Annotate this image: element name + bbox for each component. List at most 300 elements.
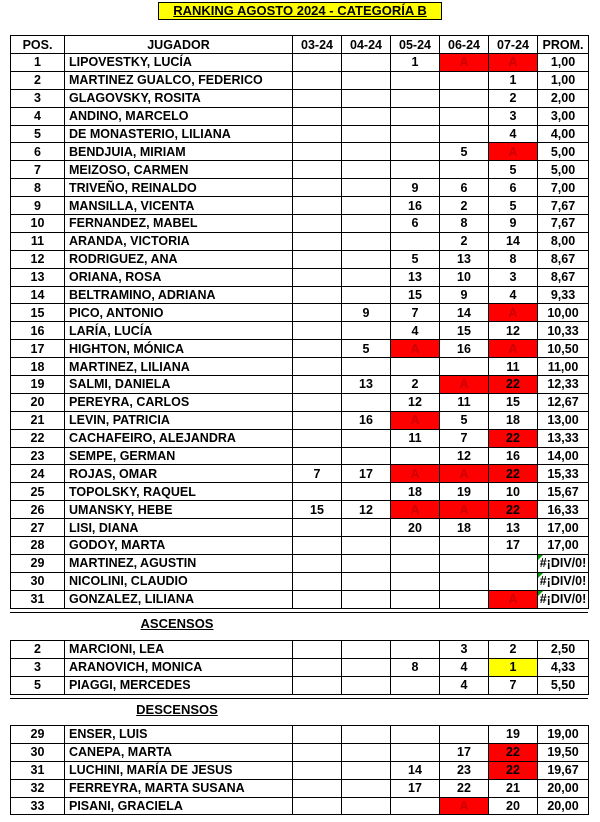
month-06-24-cell [440, 554, 489, 572]
month-06-24-cell: 4 [440, 658, 489, 676]
month-07-24-cell: 8 [489, 250, 538, 268]
month-06-24-cell [440, 161, 489, 179]
month-07-24-cell: 22 [489, 501, 538, 519]
average-cell: 5,00 [538, 143, 589, 161]
pos-cell: 20 [11, 393, 65, 411]
month-03-24-cell [293, 54, 342, 72]
month-06-24-cell: 5 [440, 143, 489, 161]
month-04-24-cell [342, 54, 391, 72]
month-04-24-cell [342, 658, 391, 676]
month-04-24-cell [342, 676, 391, 694]
pos-cell: 17 [11, 340, 65, 358]
month-07-24-cell: A [489, 340, 538, 358]
month-06-24-cell: A [440, 54, 489, 72]
player-cell: CANEPA, MARTA [65, 743, 293, 761]
month-06-24-cell: 2 [440, 197, 489, 215]
player-cell: GLAGOVSKY, ROSITA [65, 89, 293, 107]
month-04-24-cell [342, 797, 391, 815]
month-06-24-cell: 17 [440, 743, 489, 761]
month-06-24-cell [440, 537, 489, 555]
month-06-24-cell: 15 [440, 322, 489, 340]
month-07-24-cell: 16 [489, 447, 538, 465]
pos-cell: 6 [11, 143, 65, 161]
column-header: POS. [11, 36, 65, 54]
table-row [11, 322, 589, 340]
month-03-24-cell [293, 658, 342, 676]
month-07-24-cell: 17 [489, 537, 538, 555]
descensos-title: DESCENSOS [136, 702, 218, 717]
player-cell: GONZALEZ, LILIANA [65, 590, 293, 608]
month-03-24-cell [293, 89, 342, 107]
month-06-24-cell [440, 590, 489, 608]
month-05-24-cell: 16 [391, 197, 440, 215]
month-03-24-cell [293, 641, 342, 659]
month-05-24-cell [391, 447, 440, 465]
pos-cell: 8 [11, 179, 65, 197]
month-07-24-cell: 22 [489, 465, 538, 483]
month-03-24-cell [293, 161, 342, 179]
month-07-24-cell: 3 [489, 268, 538, 286]
month-05-24-cell [391, 743, 440, 761]
month-03-24-cell [293, 519, 342, 537]
table-row [11, 232, 589, 250]
month-05-24-cell: A [391, 340, 440, 358]
average-cell: 12,67 [538, 393, 589, 411]
player-cell: SEMPE, GERMAN [65, 447, 293, 465]
table-row [11, 465, 589, 483]
month-07-24-cell: 13 [489, 519, 538, 537]
player-cell: PICO, ANTONIO [65, 304, 293, 322]
pos-cell: 14 [11, 286, 65, 304]
column-header: 04-24 [342, 36, 391, 54]
ranking-table [10, 35, 589, 609]
month-05-24-cell: 2 [391, 376, 440, 394]
month-07-24-cell: 14 [489, 232, 538, 250]
month-05-24-cell: 1 [391, 54, 440, 72]
month-04-24-cell [342, 286, 391, 304]
month-04-24-cell [342, 572, 391, 590]
month-03-24-cell [293, 376, 342, 394]
pos-cell: 22 [11, 429, 65, 447]
player-cell: PEREYRA, CARLOS [65, 393, 293, 411]
month-05-24-cell: 9 [391, 179, 440, 197]
table-row [11, 761, 589, 779]
average-cell: 16,33 [538, 501, 589, 519]
month-05-24-cell: 12 [391, 393, 440, 411]
month-03-24-cell [293, 447, 342, 465]
month-06-24-cell [440, 107, 489, 125]
month-04-24-cell: 17 [342, 465, 391, 483]
table-row [11, 590, 589, 608]
average-cell: 17,00 [538, 537, 589, 555]
month-04-24-cell [342, 779, 391, 797]
month-07-24-cell: 2 [489, 89, 538, 107]
table-row [11, 340, 589, 358]
month-06-24-cell: 8 [440, 215, 489, 233]
average-cell: 10,00 [538, 304, 589, 322]
pos-cell: 18 [11, 358, 65, 376]
month-03-24-cell [293, 572, 342, 590]
table-row [11, 537, 589, 555]
month-04-24-cell [342, 554, 391, 572]
average-cell: #¡DIV/0! [538, 572, 589, 590]
table-row [11, 411, 589, 429]
average-cell: 15,33 [538, 465, 589, 483]
average-cell: 15,67 [538, 483, 589, 501]
table-row [11, 286, 589, 304]
table-row [11, 779, 589, 797]
month-06-24-cell [440, 89, 489, 107]
month-06-24-cell [440, 572, 489, 590]
pos-cell: 1 [11, 54, 65, 72]
month-05-24-cell [391, 641, 440, 659]
month-04-24-cell [342, 215, 391, 233]
table-row [11, 250, 589, 268]
month-06-24-cell: 5 [440, 411, 489, 429]
average-cell: 2,00 [538, 89, 589, 107]
player-cell: TRIVEÑO, REINALDO [65, 179, 293, 197]
table-row [11, 519, 589, 537]
month-04-24-cell [342, 447, 391, 465]
month-05-24-cell [391, 143, 440, 161]
table-row [11, 726, 589, 744]
month-03-24-cell [293, 779, 342, 797]
month-05-24-cell [391, 232, 440, 250]
table-row [11, 676, 589, 694]
pos-cell: 3 [11, 89, 65, 107]
average-cell: 13,00 [538, 411, 589, 429]
month-06-24-cell: 3 [440, 641, 489, 659]
month-07-24-cell: 12 [489, 322, 538, 340]
month-05-24-cell: 13 [391, 268, 440, 286]
month-04-24-cell [342, 761, 391, 779]
month-03-24-cell [293, 304, 342, 322]
player-cell: ENSER, LUIS [65, 726, 293, 744]
table-row [11, 572, 589, 590]
month-07-24-cell: 20 [489, 797, 538, 815]
month-05-24-cell: 11 [391, 429, 440, 447]
month-07-24-cell: A [489, 54, 538, 72]
player-cell: UMANSKY, HEBE [65, 501, 293, 519]
month-03-24-cell [293, 215, 342, 233]
month-07-24-cell: A [489, 304, 538, 322]
month-05-24-cell [391, 676, 440, 694]
player-cell: SALMI, DANIELA [65, 376, 293, 394]
month-06-24-cell: A [440, 797, 489, 815]
month-03-24-cell [293, 322, 342, 340]
month-03-24-cell [293, 179, 342, 197]
month-07-24-cell: 3 [489, 107, 538, 125]
average-cell: 19,50 [538, 743, 589, 761]
month-03-24-cell [293, 537, 342, 555]
month-03-24-cell [293, 250, 342, 268]
month-06-24-cell: A [440, 465, 489, 483]
month-05-24-cell [391, 726, 440, 744]
player-cell: ROJAS, OMAR [65, 465, 293, 483]
month-06-24-cell: 22 [440, 779, 489, 797]
month-04-24-cell [342, 322, 391, 340]
month-03-24-cell: 15 [293, 501, 342, 519]
month-05-24-cell: 20 [391, 519, 440, 537]
player-cell: MARTINEZ, LILIANA [65, 358, 293, 376]
month-07-24-cell: 5 [489, 161, 538, 179]
pos-cell: 29 [11, 726, 65, 744]
month-06-24-cell: 12 [440, 447, 489, 465]
month-06-24-cell: 13 [440, 250, 489, 268]
month-05-24-cell: 7 [391, 304, 440, 322]
pos-cell: 30 [11, 572, 65, 590]
month-06-24-cell: 4 [440, 676, 489, 694]
month-03-24-cell [293, 107, 342, 125]
average-cell: 1,00 [538, 71, 589, 89]
average-cell: 17,00 [538, 519, 589, 537]
month-05-24-cell: 18 [391, 483, 440, 501]
player-cell: LARÍA, LUCÍA [65, 322, 293, 340]
player-cell: PIAGGI, MERCEDES [65, 676, 293, 694]
month-06-24-cell [440, 726, 489, 744]
month-03-24-cell [293, 554, 342, 572]
column-header: 03-24 [293, 36, 342, 54]
pos-cell: 21 [11, 411, 65, 429]
month-03-24-cell: 7 [293, 465, 342, 483]
player-cell: RODRIGUEZ, ANA [65, 250, 293, 268]
month-03-24-cell [293, 761, 342, 779]
month-04-24-cell [342, 143, 391, 161]
table-row [11, 179, 589, 197]
ascensos-title: ASCENSOS [140, 616, 214, 631]
average-cell: 7,00 [538, 179, 589, 197]
month-05-24-cell [391, 89, 440, 107]
header-row [11, 36, 589, 54]
pos-cell: 28 [11, 537, 65, 555]
average-cell: 13,33 [538, 429, 589, 447]
month-06-24-cell: 11 [440, 393, 489, 411]
month-07-24-cell: 4 [489, 286, 538, 304]
average-cell: 19,67 [538, 761, 589, 779]
month-03-24-cell [293, 411, 342, 429]
table-row [11, 658, 589, 676]
month-04-24-cell [342, 641, 391, 659]
table-row [11, 554, 589, 572]
month-06-24-cell [440, 125, 489, 143]
month-04-24-cell [342, 537, 391, 555]
table-row [11, 743, 589, 761]
player-cell: LISI, DIANA [65, 519, 293, 537]
pos-cell: 29 [11, 554, 65, 572]
pos-cell: 10 [11, 215, 65, 233]
table-row [11, 501, 589, 519]
pos-cell: 9 [11, 197, 65, 215]
ascensos-table [10, 640, 589, 695]
month-04-24-cell: 16 [342, 411, 391, 429]
player-cell: BENDJUIA, MIRIAM [65, 143, 293, 161]
average-cell: 5,00 [538, 161, 589, 179]
month-04-24-cell: 9 [342, 304, 391, 322]
pos-cell: 33 [11, 797, 65, 815]
table-row [11, 54, 589, 72]
pos-cell: 5 [11, 676, 65, 694]
month-03-24-cell [293, 393, 342, 411]
month-07-24-cell: 18 [489, 411, 538, 429]
month-07-24-cell: 6 [489, 179, 538, 197]
column-header: 05-24 [391, 36, 440, 54]
table-row [11, 197, 589, 215]
average-cell: 10,50 [538, 340, 589, 358]
pos-cell: 32 [11, 779, 65, 797]
pos-cell: 24 [11, 465, 65, 483]
table-row [11, 161, 589, 179]
month-03-24-cell [293, 340, 342, 358]
player-cell: MARTINEZ GUALCO, FEDERICO [65, 71, 293, 89]
month-07-24-cell: 9 [489, 215, 538, 233]
average-cell: 7,67 [538, 197, 589, 215]
player-cell: LUCHINI, MARÍA DE JESUS [65, 761, 293, 779]
month-05-24-cell [391, 161, 440, 179]
month-06-24-cell: 18 [440, 519, 489, 537]
table-row [11, 268, 589, 286]
table-row [11, 89, 589, 107]
pos-cell: 5 [11, 125, 65, 143]
month-07-24-cell: 11 [489, 358, 538, 376]
table-row [11, 797, 589, 815]
month-05-24-cell [391, 107, 440, 125]
month-04-24-cell [342, 107, 391, 125]
month-05-24-cell: A [391, 501, 440, 519]
average-cell: 19,00 [538, 726, 589, 744]
month-03-24-cell [293, 71, 342, 89]
month-07-24-cell: A [489, 143, 538, 161]
average-cell: 20,00 [538, 797, 589, 815]
month-04-24-cell [342, 71, 391, 89]
month-07-24-cell: 22 [489, 743, 538, 761]
table-row [11, 71, 589, 89]
month-05-24-cell: A [391, 465, 440, 483]
table-row [11, 376, 589, 394]
month-06-24-cell: 19 [440, 483, 489, 501]
month-05-24-cell: 15 [391, 286, 440, 304]
month-04-24-cell: 12 [342, 501, 391, 519]
month-04-24-cell [342, 161, 391, 179]
month-06-24-cell: 9 [440, 286, 489, 304]
pos-cell: 23 [11, 447, 65, 465]
month-07-24-cell: 22 [489, 376, 538, 394]
pos-cell: 11 [11, 232, 65, 250]
player-cell: MEIZOSO, CARMEN [65, 161, 293, 179]
column-header: 07-24 [489, 36, 538, 54]
player-cell: TOPOLSKY, RAQUEL [65, 483, 293, 501]
average-cell: 1,00 [538, 54, 589, 72]
month-07-24-cell: 1 [489, 658, 538, 676]
table-row [11, 125, 589, 143]
table-row [11, 107, 589, 125]
player-cell: MARTINEZ, AGUSTIN [65, 554, 293, 572]
month-06-24-cell: 23 [440, 761, 489, 779]
month-05-24-cell: 6 [391, 215, 440, 233]
pos-cell: 25 [11, 483, 65, 501]
average-cell: 7,67 [538, 215, 589, 233]
month-05-24-cell [391, 71, 440, 89]
month-07-24-cell: 5 [489, 197, 538, 215]
average-cell: #¡DIV/0! [538, 590, 589, 608]
average-cell: 8,00 [538, 232, 589, 250]
pos-cell: 13 [11, 268, 65, 286]
month-07-24-cell: A [489, 590, 538, 608]
month-06-24-cell: A [440, 376, 489, 394]
pos-cell: 30 [11, 743, 65, 761]
column-header: JUGADOR [65, 36, 293, 54]
pos-cell: 16 [11, 322, 65, 340]
pos-cell: 4 [11, 107, 65, 125]
average-cell: 4,00 [538, 125, 589, 143]
month-07-24-cell [489, 572, 538, 590]
month-03-24-cell [293, 286, 342, 304]
month-06-24-cell: 7 [440, 429, 489, 447]
pos-cell: 31 [11, 590, 65, 608]
pos-cell: 31 [11, 761, 65, 779]
month-07-24-cell [489, 554, 538, 572]
average-cell: 11,00 [538, 358, 589, 376]
player-cell: GODOY, MARTA [65, 537, 293, 555]
month-04-24-cell [342, 232, 391, 250]
month-05-24-cell [391, 125, 440, 143]
month-03-24-cell [293, 232, 342, 250]
pos-cell: 2 [11, 71, 65, 89]
month-03-24-cell [293, 197, 342, 215]
month-04-24-cell [342, 393, 391, 411]
month-06-24-cell: 2 [440, 232, 489, 250]
month-04-24-cell [342, 726, 391, 744]
month-05-24-cell [391, 797, 440, 815]
month-07-24-cell: 7 [489, 676, 538, 694]
month-06-24-cell [440, 71, 489, 89]
month-05-24-cell [391, 572, 440, 590]
month-03-24-cell [293, 797, 342, 815]
month-04-24-cell [342, 179, 391, 197]
pos-cell: 19 [11, 376, 65, 394]
player-cell: MANSILLA, VICENTA [65, 197, 293, 215]
average-cell: #¡DIV/0! [538, 554, 589, 572]
descensos-table [10, 725, 589, 815]
pos-cell: 26 [11, 501, 65, 519]
player-cell: DE MONASTERIO, LILIANA [65, 125, 293, 143]
average-cell: 8,67 [538, 250, 589, 268]
month-05-24-cell: 17 [391, 779, 440, 797]
month-03-24-cell [293, 143, 342, 161]
pos-cell: 3 [11, 658, 65, 676]
month-06-24-cell [440, 358, 489, 376]
month-06-24-cell: 16 [440, 340, 489, 358]
player-cell: HIGHTON, MÓNICA [65, 340, 293, 358]
month-07-24-cell: 21 [489, 779, 538, 797]
average-cell: 10,33 [538, 322, 589, 340]
table-row [11, 358, 589, 376]
player-cell: MARCIONI, LEA [65, 641, 293, 659]
month-04-24-cell [342, 250, 391, 268]
average-cell: 8,67 [538, 268, 589, 286]
ranking-title: RANKING AGOSTO 2024 - CATEGORÍA B [158, 2, 442, 20]
month-04-24-cell [342, 89, 391, 107]
month-05-24-cell: 14 [391, 761, 440, 779]
month-04-24-cell [342, 125, 391, 143]
month-04-24-cell [342, 743, 391, 761]
player-cell: ORIANA, ROSA [65, 268, 293, 286]
average-cell: 2,50 [538, 641, 589, 659]
player-cell: FERNANDEZ, MABEL [65, 215, 293, 233]
month-05-24-cell: 8 [391, 658, 440, 676]
player-cell: BELTRAMINO, ADRIANA [65, 286, 293, 304]
month-04-24-cell [342, 429, 391, 447]
month-04-24-cell [342, 358, 391, 376]
